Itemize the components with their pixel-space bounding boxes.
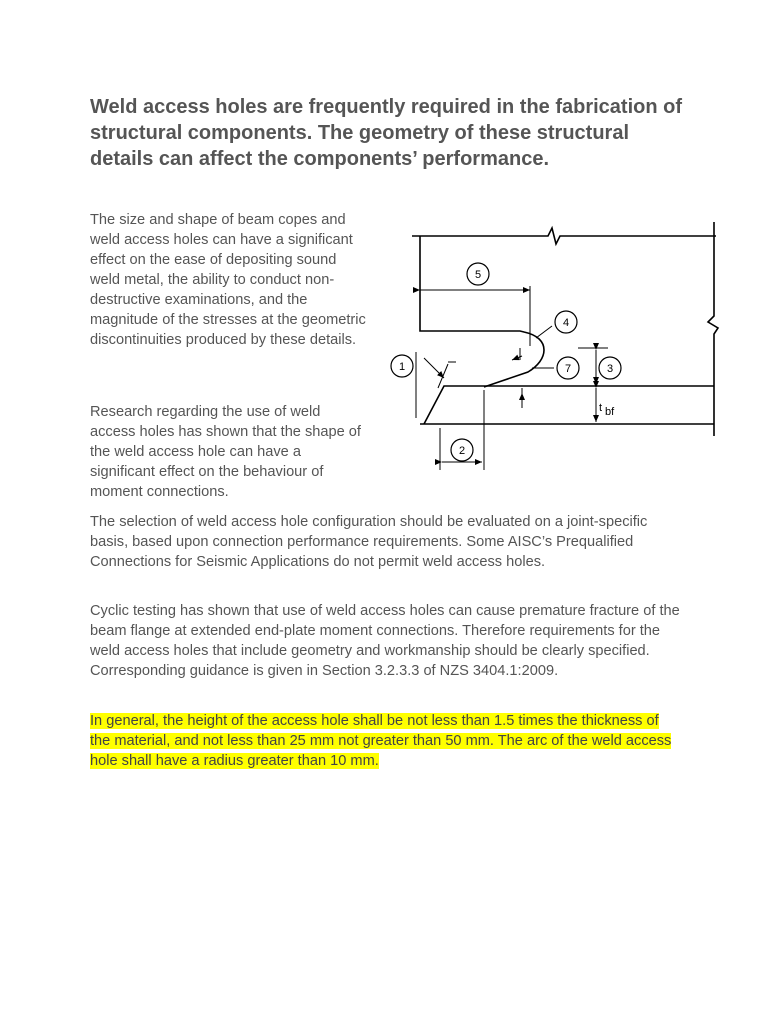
highlighted-text: In general, the height of the access hole shall be not less than 1.5 times the thickness of the material, and not less than 25 mm not greater than 50 mm. The arc of the weld access hole shall have a radius greater than 10 mm. — [90, 713, 672, 769]
dimension-lines — [416, 274, 608, 470]
paragraph-highlighted-requirement — [90, 711, 680, 771]
diagram-svg — [372, 218, 732, 480]
callout-1: 1 — [398, 361, 406, 373]
paragraph-research: Research regarding the use of weld access holes has shown that the shape of the weld access hole can have a significant effect on the behaviour of moment connections. — [90, 404, 361, 500]
callout-4: 4 — [562, 317, 570, 329]
callout-7: 7 — [564, 363, 572, 375]
tbf-label-sub: bf — [605, 406, 615, 418]
callout-5: 5 — [474, 269, 482, 281]
paragraph-selection: The selection of weld access hole configuration should be evaluated on a joint-specific basis, based upon connection performance requirements. Some AISC’s Prequalified Connections for Seismic Applications do not permit weld access holes. — [90, 514, 648, 570]
callout-2: 2 — [458, 445, 466, 457]
weld-access-hole-diagram — [372, 218, 732, 480]
callout-3: 3 — [606, 363, 614, 375]
paragraph-cyclic-testing: Cyclic testing has shown that use of weld access holes can cause premature fracture of the beam flange at extended end-plate moment connections. Therefore requirements for the weld access holes that include geometry and workmanship should be clearly specified. Corresponding guidance is given in Section 3.2.3.3 of NZS 3404.1:2009. — [90, 603, 680, 679]
diagram-callouts — [391, 263, 621, 461]
page-heading: Weld access holes are frequently required in the fabrication of structural components. The geometry of these structural details can affect the components’ performance. — [90, 96, 683, 170]
paragraph-beam-copes: The size and shape of beam copes and weld access holes can have a significant effect on the ease of depositing sound weld metal, the ability to conduct non-destructive examinations, and the magnitude of the stresses at the geometric discontinuities produced by these details. — [90, 212, 366, 348]
tbf-label-t: t — [599, 402, 603, 414]
